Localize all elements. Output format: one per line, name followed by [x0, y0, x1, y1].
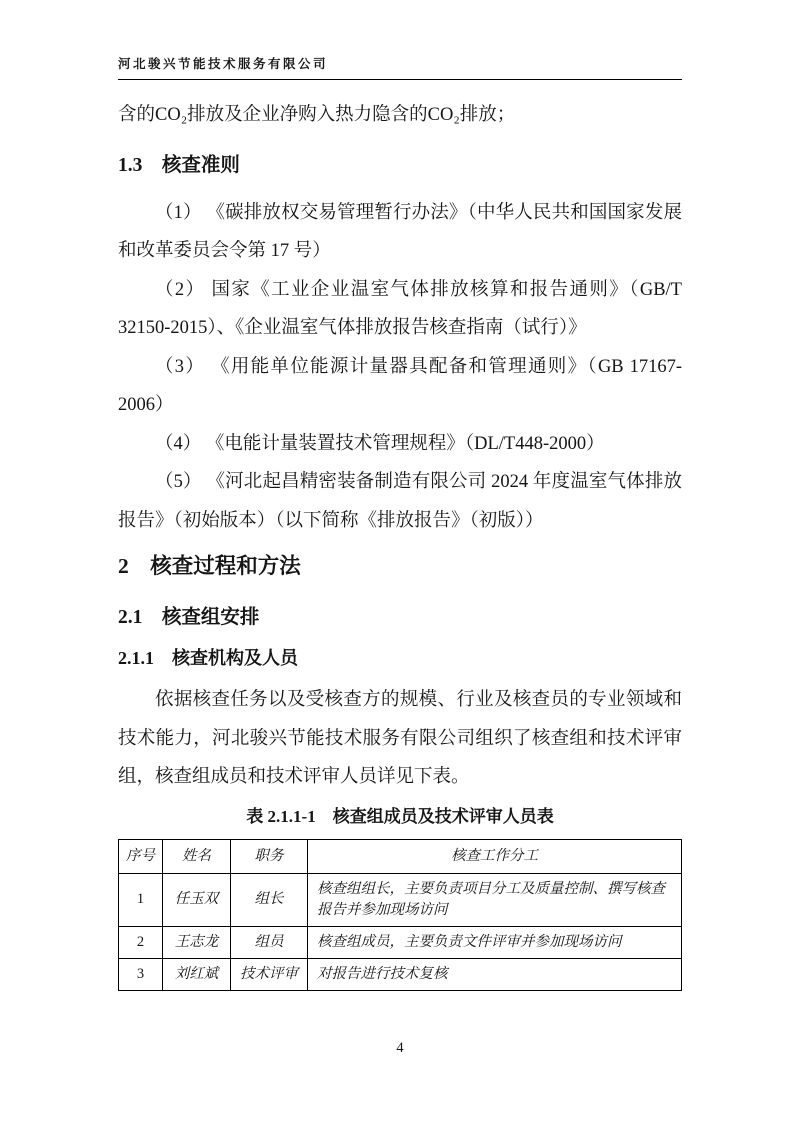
member-index: 3 [119, 958, 163, 990]
member-index: 2 [119, 926, 163, 958]
members-table [118, 839, 682, 991]
col-header-duty: 核查工作分工 [308, 839, 682, 873]
company-name: 河北骏兴节能技术服务有限公司 [118, 57, 329, 71]
table-row [119, 926, 682, 958]
col-header-name: 姓名 [163, 839, 231, 873]
section-heading-2-1: 2.1 核查组安排 [118, 607, 260, 628]
col-header-role: 职务 [231, 839, 308, 873]
member-duty: 核查组组长，主要负责项目分工及质量控制、撰写核查报告并参加现场访问 [308, 873, 682, 926]
member-duty: 核查组成员，主要负责文件评审并参加现场访问 [308, 926, 682, 958]
reference-item-5: （5） 《河北起昌精密装备制造有限公司 2024 年度温室气体排放报告》（初始版本）（以下简称《排放报告》（初版）） [118, 472, 682, 531]
table-caption: 表 2.1.1-1 核查组成员及技术评审人员表 [246, 806, 554, 826]
member-role: 技术评审 [231, 958, 308, 990]
table-header-row [119, 839, 682, 873]
member-index: 1 [119, 873, 163, 926]
member-name: 任玉双 [163, 873, 231, 926]
member-role: 组员 [231, 926, 308, 958]
continuation-text: 含的CO₂排放及企业净购入热力隐含的CO₂排放； [118, 105, 516, 125]
table-row [119, 873, 682, 926]
table-row [119, 958, 682, 990]
reference-item-4: （4） 《电能计量装置技术管理规程》（DL/T448-2000） [155, 433, 605, 454]
member-name: 王志龙 [163, 926, 231, 958]
col-header-index: 序号 [119, 839, 163, 873]
reference-item-1: （1） 《碳排放权交易管理暂行办法》（中华人民共和国国家发展和改革委员会令第 17 号） [118, 202, 682, 261]
member-duty: 对报告进行技术复核 [308, 958, 682, 990]
section-heading-2-1-1: 2.1.1 核查机构及人员 [118, 648, 298, 668]
reference-item-2: （2） 国家《工业企业温室气体排放核算和报告通则》（GB/T 32150-2015）、《企业温室气体排放报告核查指南（试行）》 [118, 279, 682, 338]
member-name: 刘红斌 [163, 958, 231, 990]
body-paragraph: 依据核查任务以及受核查方的规模、行业及核查员的专业领域和技术能力，河北骏兴节能技术服务有限公司组织了核查组和技术评审组，核查组成员和技术评审人员详见下表。 [118, 690, 682, 787]
section-heading-1-3: 1.3 核查准则 [118, 154, 240, 176]
member-role: 组长 [231, 873, 308, 926]
page-number: 4 [396, 1040, 404, 1056]
section-heading-2: 2 核查过程和方法 [118, 554, 301, 578]
reference-item-3: （3） 《用能单位能源计量器具配备和管理通则》（GB 17167-2006） [118, 356, 682, 415]
page-content [118, 0, 682, 991]
